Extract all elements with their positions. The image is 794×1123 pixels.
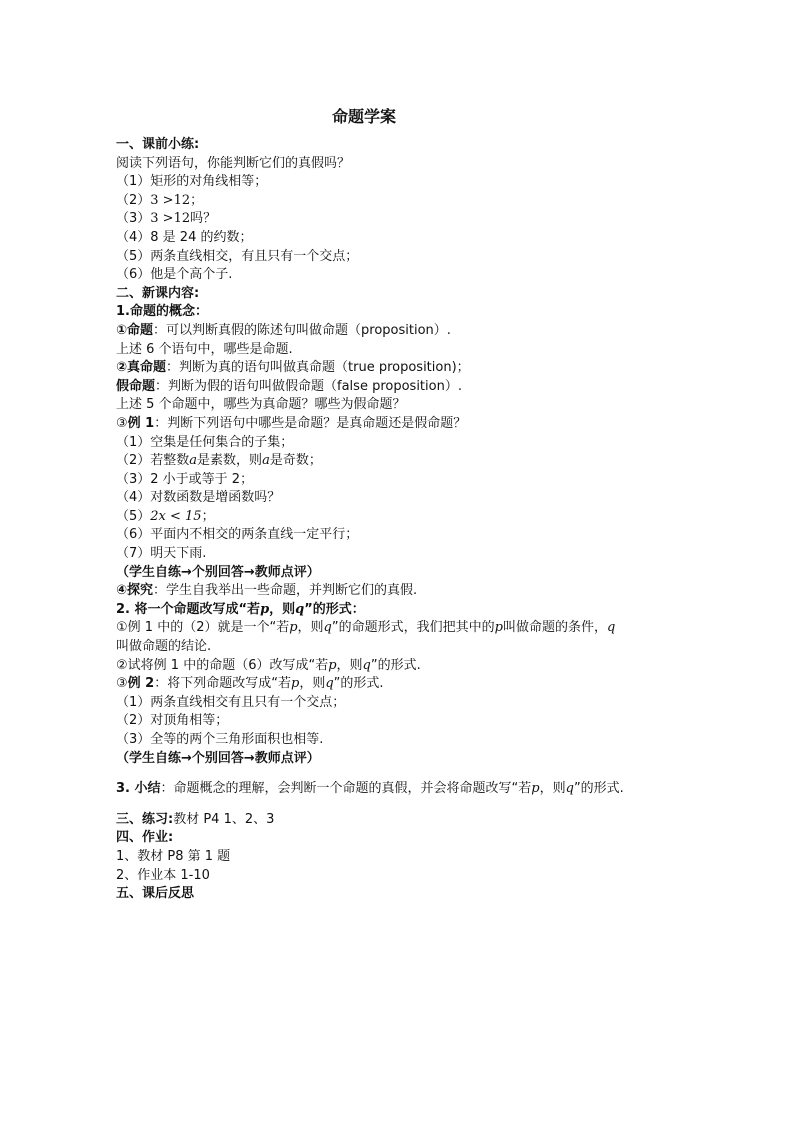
flow-note: （学生自练→个别回答→教师点评） (116, 750, 320, 766)
paragraph: ④探究：学生自我举出一些命题，并判断它们的真假. (116, 583, 418, 599)
list-item: （3）全等的两个三角形面积也相等. (116, 732, 324, 747)
section-3: 三、练习:教材 P4 1、2、3 (116, 811, 275, 827)
example-heading: ③例 1：判断下列语句中哪些是命题？是真命题还是假命题？ (116, 415, 467, 431)
page-title: 命题学案 (331, 107, 396, 126)
list-item: （1）矩形的对角线相等； (116, 174, 268, 190)
list-item: （2）若整数a是素数，则a是奇数； (116, 453, 322, 469)
paragraph: 叫做命题的结论. (116, 639, 212, 655)
flow-note: （学生自练→个别回答→教师点评） (116, 564, 320, 580)
definition: ②真命题：判断为真的语句叫做真命题（true proposition)； (116, 360, 470, 376)
list-item: 1、教材 P8 第 1 题 (116, 848, 231, 864)
section-heading-5: 五、课后反思 (116, 886, 195, 902)
example-heading: ③例 2：将下列命题改写成“若p，则q”的形式. (116, 676, 384, 692)
list-item: （5）2x < 15； (116, 508, 215, 524)
section-heading-3: 三、练习: (116, 811, 174, 827)
list-item: （2）对顶角相等； (116, 713, 229, 729)
paragraph: 上述 6 个语句中，哪些是命题. (116, 341, 293, 357)
spacer (116, 799, 716, 811)
section-heading-2: 二、新课内容: (116, 285, 200, 301)
list-item: （6）他是个高个子. (116, 267, 233, 283)
list-item: （3）3 >12吗？ (116, 211, 217, 227)
subsection-heading: 1.命题的概念： (116, 304, 208, 320)
section-heading-4: 四、作业: (116, 830, 174, 846)
summary: 3. 小结：命题概念的理解，会判断一个命题的真假，并会将命题改写“若p，则q”的形式. (116, 781, 624, 797)
list-item: （5）两条直线相交，有且只有一个交点； (116, 248, 359, 264)
list-item: 2、作业本 1-10 (116, 867, 210, 883)
section-heading-1: 一、课前小练: (116, 137, 200, 152)
paragraph: 上述 5 个命题中，哪些为真命题？哪些为假命题？ (116, 397, 406, 413)
list-item: （1）两条直线相交有且只有一个交点； (116, 694, 346, 710)
definition: ①命题：可以判断真假的陈述句叫做命题（proposition）. (116, 322, 451, 338)
spacer (116, 768, 716, 780)
paragraph: 阅读下列语句，你能判断它们的真假吗？ (116, 155, 351, 171)
list-item: （1）空集是任何集合的子集； (116, 434, 294, 450)
list-item: （4）8 是 24 的约数； (116, 229, 253, 245)
list-item: （3）2 小于或等于 2； (116, 471, 254, 487)
document-body (116, 136, 716, 904)
list-item: （4）对数函数是增函数吗？ (116, 490, 281, 506)
subsection-heading: 2. 将一个命题改写成“若p，则q”的形式： (116, 601, 365, 617)
paragraph: ①例 1 中的（2）就是一个“若p，则q”的命题形式，我们把其中的p叫做命题的条件，q (116, 620, 616, 636)
list-item: （7）明天下雨. (116, 546, 207, 562)
paragraph: ②试将例 1 中的命题（6）改写成“若p，则q”的形式. (116, 657, 421, 673)
list-item: （6）平面内不相交的两条直线一定平行； (116, 527, 359, 543)
definition: 假命题：判断为假的语句叫做假命题（false proposition）. (116, 378, 462, 394)
list-item: （2）3 >12； (116, 192, 204, 208)
